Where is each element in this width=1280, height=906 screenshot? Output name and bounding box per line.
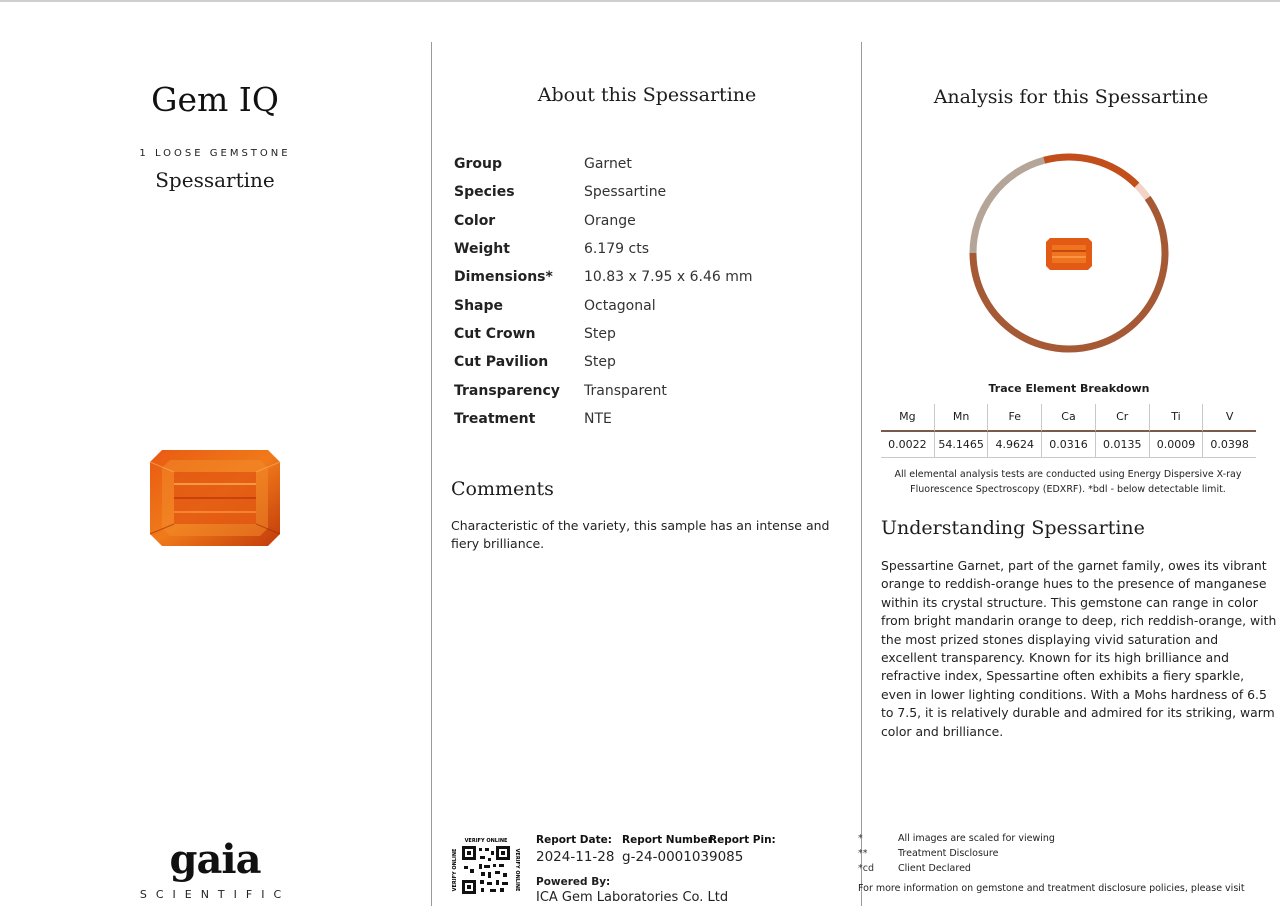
spec-row (454, 263, 834, 291)
spec-value: Step (584, 354, 616, 371)
svg-text:VERIFY ONLINE: VERIFY ONLINE (514, 848, 520, 892)
legend-row (858, 861, 1055, 876)
spec-row (454, 178, 834, 206)
trace-element-symbol: Ti (1149, 404, 1203, 432)
spec-row (454, 348, 834, 376)
report-number-label: Report Number: (622, 834, 718, 846)
gaia-logo-word: gaia (169, 836, 261, 883)
spec-row (454, 291, 834, 319)
trace-element-value: 54.1465 (934, 432, 988, 458)
verify-qr-code[interactable] (450, 836, 522, 902)
report-number-value: g-24-000103 (622, 849, 710, 865)
report-pin-label: Report Pin: (709, 834, 776, 846)
spec-key: Color (454, 212, 496, 229)
top-border (0, 0, 1280, 2)
spec-value: Step (584, 325, 616, 342)
trace-element-value: 0.0135 (1095, 432, 1149, 458)
spec-key: Group (454, 156, 503, 173)
legend-symbol: * (858, 833, 863, 844)
trace-element-symbol: Ca (1041, 404, 1095, 432)
spec-row (454, 405, 834, 433)
spec-key: Shape (454, 297, 504, 314)
spec-key: Transparency (454, 382, 560, 399)
ring-segment-orange (1044, 157, 1137, 185)
gemstone-image (148, 448, 282, 548)
comments-text: Characteristic of the variety, this sample has an intense and fiery brilliance. (451, 518, 830, 551)
report-pin (709, 834, 776, 865)
footnote-legend (858, 831, 1055, 876)
report-number (622, 834, 717, 865)
spec-key: Cut Crown (454, 325, 536, 342)
spec-value: Octagonal (584, 297, 656, 314)
powered-by-label: Powered By: (536, 876, 611, 888)
divider-right (861, 42, 862, 906)
report-date-label: Report Date: (536, 834, 612, 846)
spec-row (454, 235, 834, 263)
report-date (536, 834, 614, 865)
legend-text: All images are scaled for viewing (898, 833, 1055, 844)
stone-name: Spessartine (155, 168, 275, 192)
trace-element-title: Trace Element Breakdown (988, 382, 1150, 395)
trace-element-symbol: Cr (1095, 404, 1149, 432)
trace-element-value: 0.0022 (881, 432, 934, 458)
spec-row (454, 376, 834, 404)
trace-element-symbol: Mg (881, 404, 934, 432)
gaia-logo-sub: SCIENTIFIC (139, 888, 291, 901)
trace-element-symbol: Mn (934, 404, 988, 432)
legend-row (858, 846, 1055, 861)
understanding-text: Spessartine Garnet, part of the garnet family, owes its vibrant orange to reddish-orange hues to the presence of manganese within its crystal structure. This gemstone can range in color from bright mandarin orange to deep, rich reddish-orange, with the most prized stones displaying vivid saturation and excellent transparency. Known for its high brilliance and refractive index, Spessartine often exhibits a fiery sparkle, even in lower lighting conditions. With a Mohs hardness of 6.5 to 7.5, it is relatively durable and admired for its striking, warm color and brilliance. (881, 558, 1277, 739)
spec-value: Spessartine (584, 184, 667, 201)
legend-symbol: ** (858, 848, 868, 859)
comments-title: Comments (451, 478, 554, 500)
spec-row (454, 150, 834, 178)
spec-key: Dimensions* (454, 269, 553, 286)
spec-key: Cut Pavilion (454, 354, 549, 371)
legend-text: Treatment Disclosure (898, 848, 999, 859)
svg-text:VERIFY ONLINE: VERIFY ONLINE (452, 848, 458, 892)
spec-row (454, 207, 834, 235)
trace-values-row (881, 432, 1256, 458)
powered-by-value: ICA Gem Laboratories Co. Ltd (536, 890, 729, 905)
ring-segment-gray (973, 160, 1044, 253)
spec-value: 6.179 cts (584, 241, 650, 258)
trace-element-value: 0.0009 (1149, 432, 1203, 458)
trace-element-symbol: V (1202, 404, 1256, 432)
spec-row (454, 320, 834, 348)
legend-text: Client Declared (898, 863, 971, 874)
spec-value: Transparent (584, 382, 667, 399)
trace-element-symbol: Fe (987, 404, 1041, 432)
analysis-note: All elemental analysis tests are conducted using Energy Dispersive X-ray Fluorescence Spectroscopy (EDXRF). *bdl - below detectable limit. (894, 469, 1242, 495)
spec-value: NTE (584, 410, 612, 427)
report-date-value: 2024-11-28 (536, 849, 615, 865)
spec-value: Orange (584, 212, 636, 229)
brand-title: Gem IQ (151, 80, 279, 119)
trace-element-value: 4.9624 (987, 432, 1041, 458)
trace-element-value: 0.0398 (1202, 432, 1256, 458)
trace-element-value: 0.0316 (1041, 432, 1095, 458)
ring-segment-brown (973, 198, 1165, 349)
legend-row (858, 831, 1055, 846)
trace-element-table (881, 404, 1256, 458)
divider-left (431, 42, 432, 906)
gemstone-count-label: 1 LOOSE GEMSTONE (139, 148, 291, 159)
trace-header-row (881, 404, 1256, 432)
about-title: About this Spessartine (537, 84, 757, 106)
color-ring-chart (966, 150, 1172, 356)
report-pin-value: 9085 (709, 849, 744, 865)
spec-value: Garnet (584, 156, 632, 173)
spec-value: 10.83 x 7.95 x 6.46 mm (584, 269, 753, 286)
analysis-title: Analysis for this Spessartine (933, 86, 1209, 108)
spec-key: Weight (454, 241, 510, 258)
more-info-text: For more information on gemstone and treatment disclosure policies, please visit (858, 883, 1245, 894)
legend-symbol: *cd (858, 863, 875, 874)
svg-text:VERIFY ONLINE: VERIFY ONLINE (464, 838, 508, 844)
spec-key: Species (454, 184, 515, 201)
spec-table (454, 150, 834, 433)
spec-key: Treatment (454, 410, 536, 427)
understanding-title: Understanding Spessartine (881, 517, 1145, 539)
ring-center-gem (1046, 238, 1092, 270)
